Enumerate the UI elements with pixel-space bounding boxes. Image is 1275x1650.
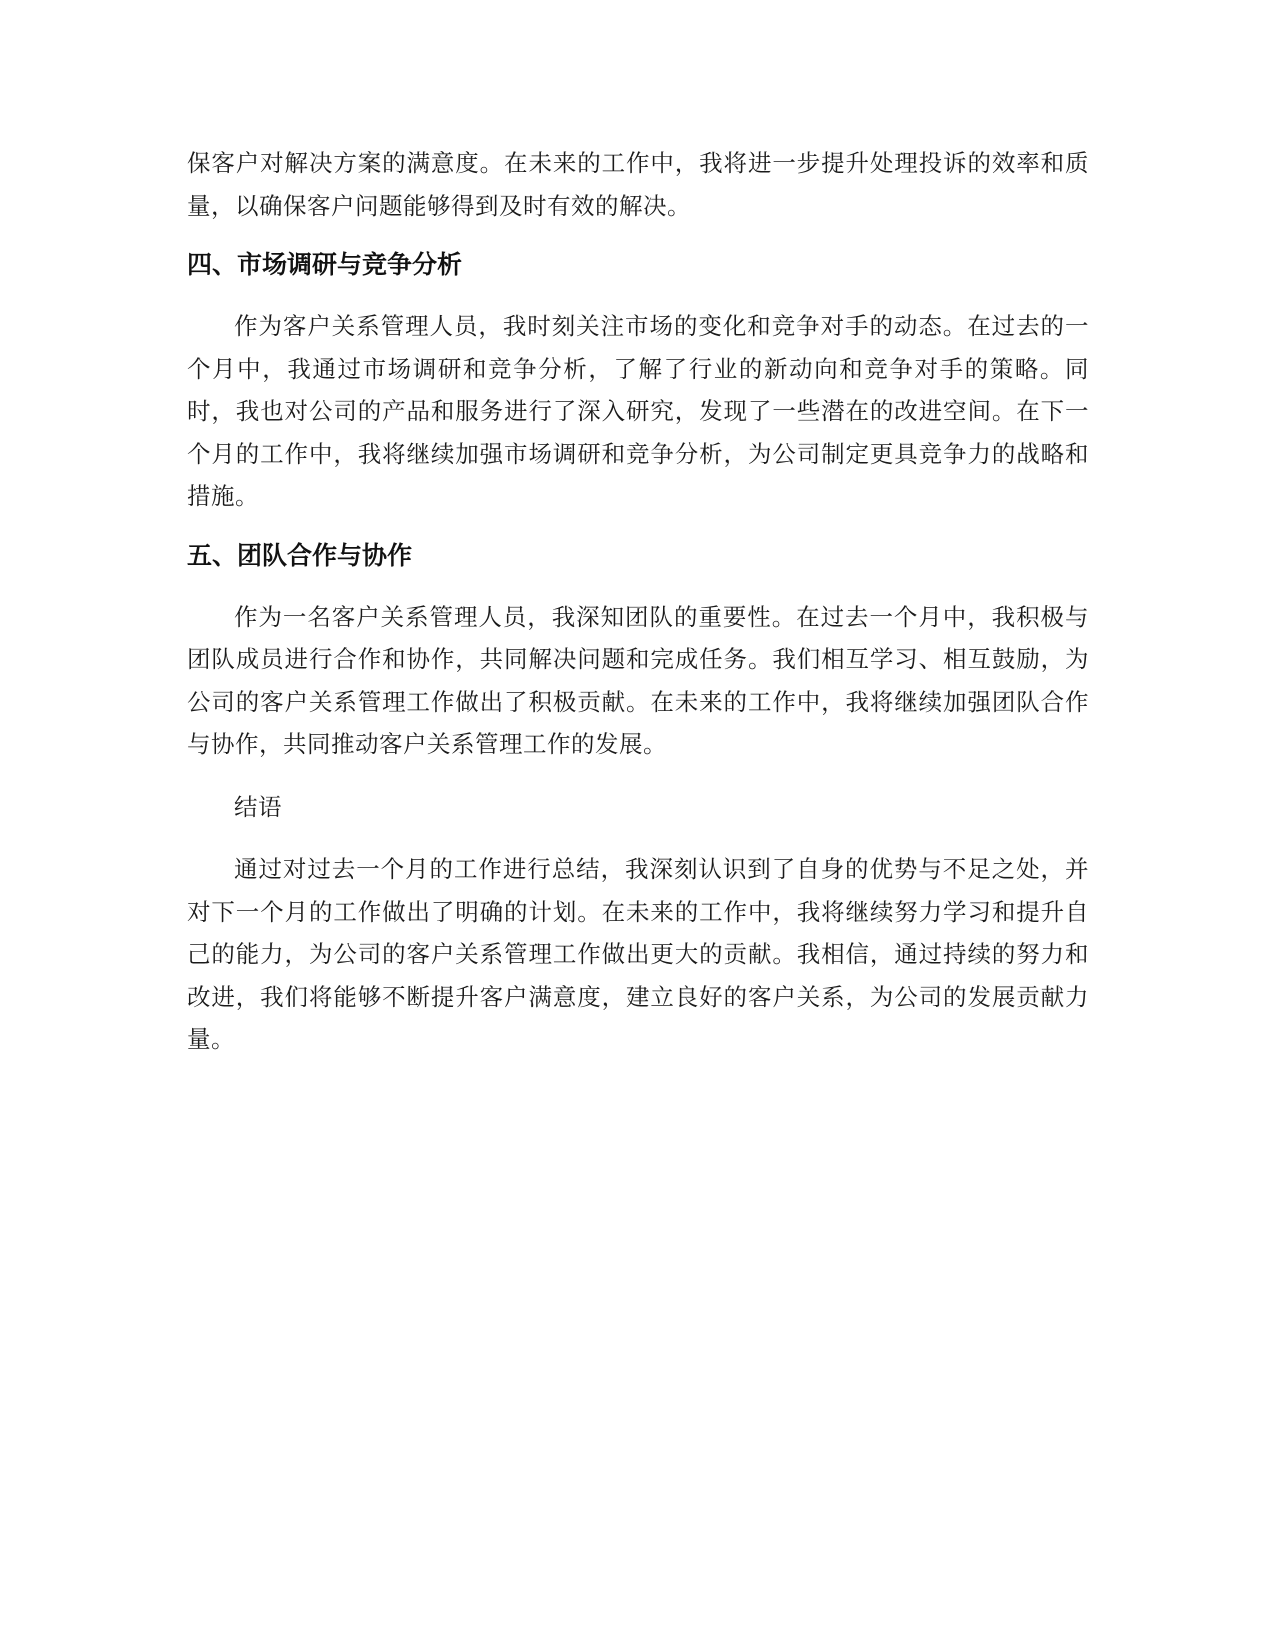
opening-paragraph: 保客户对解决方案的满意度。在未来的工作中，我将进一步提升处理投诉的效率和质量，以确保客户问题能够得到及时有效的解决。 [187,149,1089,220]
paragraph-teamwork: 作为一名客户关系管理人员，我深知团队的重要性。在过去一个月中，我积极与团队成员进行合作和协作，共同解决问题和完成任务。我们相互学习、相互鼓励，为公司的客户关系管理工作做出了积极贡献。在未来的工作中，我将继续加强团队合作与协作，共同推动客户关系管理工作的发展。 [187,602,1089,758]
section-heading-market-research: 四、市场调研与竞争分析 [187,250,463,279]
paragraph-market-research: 作为客户关系管理人员，我时刻关注市场的变化和竞争对手的动态。在过去的一个月中，我通过市场调研和竞争分析，了解了行业的新动向和竞争对手的策略。同时，我也对公司的产品和服务进行了深入研究，发现了一些潜在的改进空间。在下一个月的工作中，我将继续加强市场调研和竞争分析，为公司制定更具竞争力的战略和措施。 [187,312,1089,510]
section-heading-teamwork: 五、团队合作与协作 [187,540,413,570]
document-page [187,142,1089,1061]
conclusion-label: 结语 [234,792,282,821]
paragraph-conclusion: 通过对过去一个月的工作进行总结，我深刻认识到了自身的优势与不足之处，并对下一个月的工作做出了明确的计划。在未来的工作中，我将继续努力学习和提升自己的能力，为公司的客户关系管理工作做出更大的贡献。我相信，通过持续的努力和改进，我们将能够不断提升客户满意度，建立良好的客户关系，为公司的发展贡献力量。 [187,855,1089,1053]
